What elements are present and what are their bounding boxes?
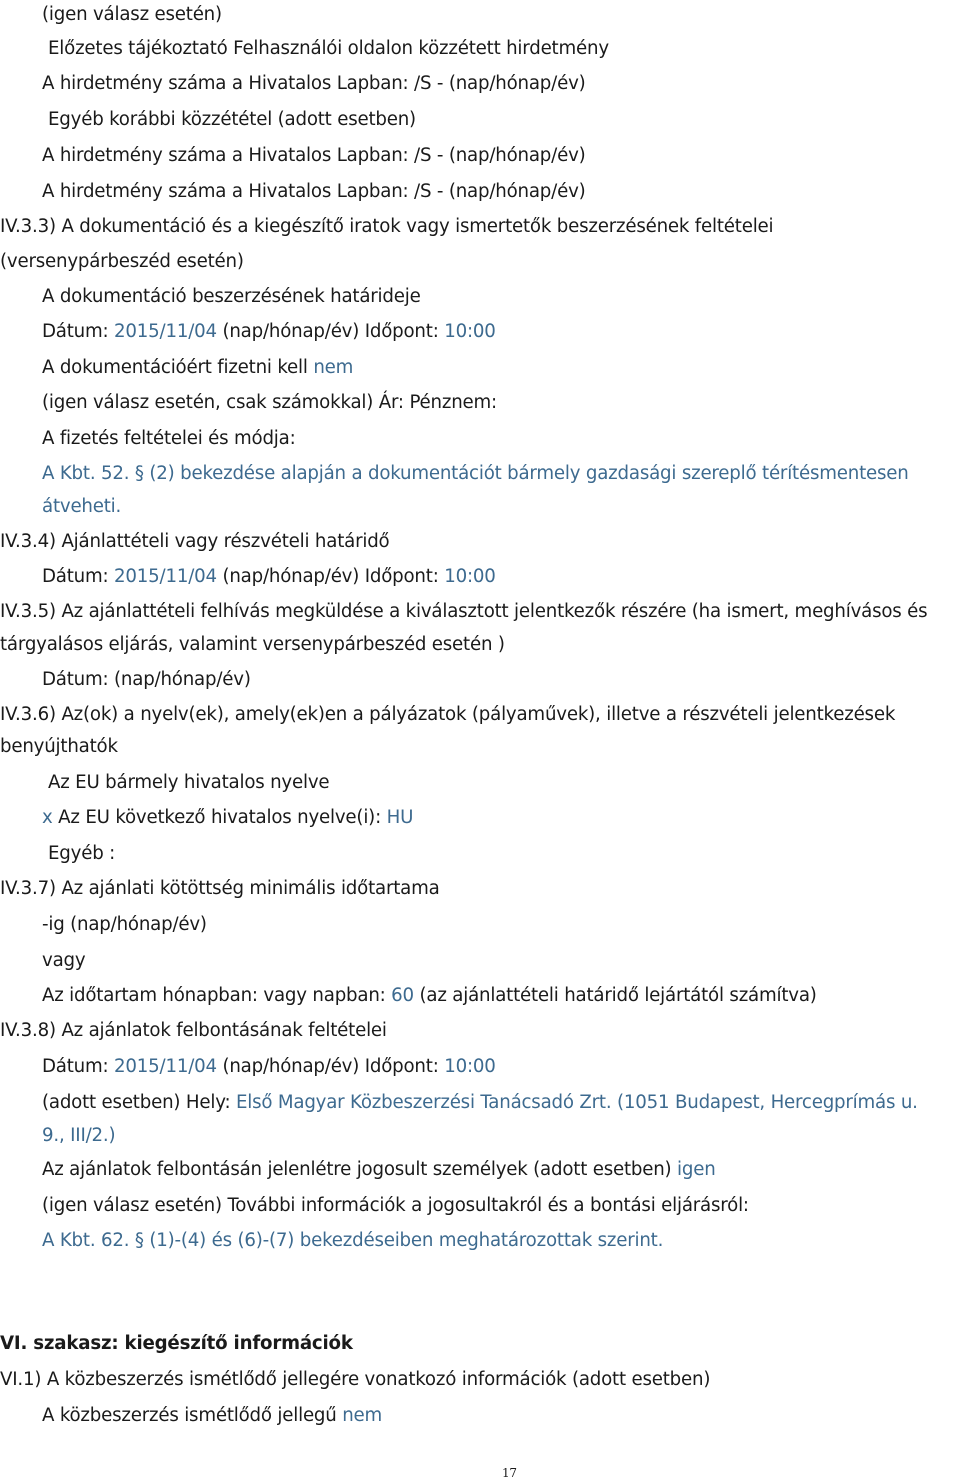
text-line: Az ajánlatok felbontásán jelenlétre jogosult személyek (adott esetben) igen — [42, 1159, 716, 1180]
text-line: benyújthatók — [0, 736, 118, 757]
text-line: -ig (nap/hónap/év) — [42, 914, 207, 935]
text-line: Előzetes tájékoztató Felhasználói oldalon közzétett hirdetmény — [48, 38, 609, 59]
text-line: Egyéb : — [48, 843, 116, 864]
page-number: 17 — [502, 1466, 517, 1480]
text-line: A dokumentációért fizetni kell nem — [42, 357, 354, 378]
text-line: Egyéb korábbi közzététel (adott esetben) — [48, 109, 416, 130]
text-line: (igen válasz esetén) — [42, 4, 222, 25]
location-value: Első Magyar Közbeszerzési Tanácsadó Zrt. (1051 Budapest, Hercegprímás u. — [235, 1092, 918, 1113]
section-heading: VI.1) A közbeszerzés ismétlődő jellegére vonatkozó információk (adott esetben) — [0, 1369, 711, 1390]
section-title: VI. szakasz: kiegészítő információk — [0, 1333, 353, 1354]
section-heading: IV.3.7) Az ajánlati kötöttség minimális időtartama — [0, 878, 440, 899]
date-value: 2015/11/04 — [114, 321, 217, 342]
answer-value: nem — [313, 357, 354, 378]
text-line: Dátum: (nap/hónap/év) — [42, 669, 251, 690]
answer-value: nem — [342, 1405, 383, 1426]
date-time-line: Dátum: 2015/11/04 (nap/hónap/év) Időpont: 10:00 — [42, 566, 496, 587]
date-time-line: Dátum: 2015/11/04 (nap/hónap/év) Időpont: 10:00 — [42, 1056, 496, 1077]
section-heading: IV.3.3) A dokumentáció és a kiegészítő iratok vagy ismertetők beszerzésének feltételei — [0, 216, 774, 237]
text-line: A hirdetmény száma a Hivatalos Lapban: /S - (nap/hónap/év) — [42, 145, 586, 166]
section-heading: IV.3.4) Ajánlattételi vagy részvételi határidő — [0, 531, 390, 552]
text-line: (adott esetben) Hely: Első Magyar Közbeszerzési Tanácsadó Zrt. (1051 Budapest, Hercegprímás u. — [42, 1092, 918, 1113]
text-line: A Kbt. 62. § (1)-(4) és (6)-(7) bekezdéseiben meghatározottak szerint. — [42, 1230, 664, 1251]
answer-value: igen — [677, 1159, 716, 1180]
date-value: 2015/11/04 — [114, 1056, 217, 1077]
section-heading: IV.3.5) Az ajánlattételi felhívás megküldése a kiválasztott jelentkezők részére (ha ismert, meghívásos és — [0, 601, 928, 622]
time-value: 10:00 — [444, 321, 496, 342]
section-heading: IV.3.6) Az(ok) a nyelv(ek), amely(ek)en a pályázatok (pályaművek), illetve a részvételi jelentkezések — [0, 704, 896, 725]
section-heading: IV.3.8) Az ajánlatok felbontásának feltételei — [0, 1020, 387, 1041]
text-line: A fizetés feltételei és módja: — [42, 428, 296, 449]
text-line: (versenypárbeszéd esetén) — [0, 251, 244, 272]
text-line: A közbeszerzés ismétlődő jellegű nem — [42, 1405, 383, 1426]
text-line: A hirdetmény száma a Hivatalos Lapban: /S - (nap/hónap/év) — [42, 181, 586, 202]
time-value: 10:00 — [444, 566, 496, 587]
text-line: (igen válasz esetén) További információk a jogosultakról és a bontási eljárásról: — [42, 1195, 749, 1216]
language-value: HU — [386, 807, 414, 828]
text-line: A dokumentáció beszerzésének határideje — [42, 286, 421, 307]
text-line: A hirdetmény száma a Hivatalos Lapban: /S - (nap/hónap/év) — [42, 73, 586, 94]
date-value: 2015/11/04 — [114, 566, 217, 587]
text-line: Az EU bármely hivatalos nyelve — [48, 772, 330, 793]
text-line: Az időtartam hónapban: vagy napban: 60 (az ajánlattételi határidő lejártától számítva) — [42, 985, 817, 1006]
days-value: 60 — [391, 985, 414, 1006]
text-line: tárgyalásos eljárás, valamint versenypárbeszéd esetén ) — [0, 634, 505, 655]
text-line: (igen válasz esetén, csak számokkal) Ár: Pénznem: — [42, 392, 497, 413]
text-line: x Az EU következő hivatalos nyelve(i): HU — [42, 807, 414, 828]
checkbox-mark: x — [42, 807, 53, 828]
text-line: 9., III/2.) — [42, 1125, 116, 1146]
text-line: átveheti. — [42, 496, 122, 517]
date-time-line: Dátum: 2015/11/04 (nap/hónap/év) Időpont: 10:00 — [42, 321, 496, 342]
time-value: 10:00 — [444, 1056, 496, 1077]
text-line: A Kbt. 52. § (2) bekezdése alapján a dokumentációt bármely gazdasági szereplő térítésmentesen — [42, 463, 909, 484]
text-line: vagy — [42, 950, 86, 971]
